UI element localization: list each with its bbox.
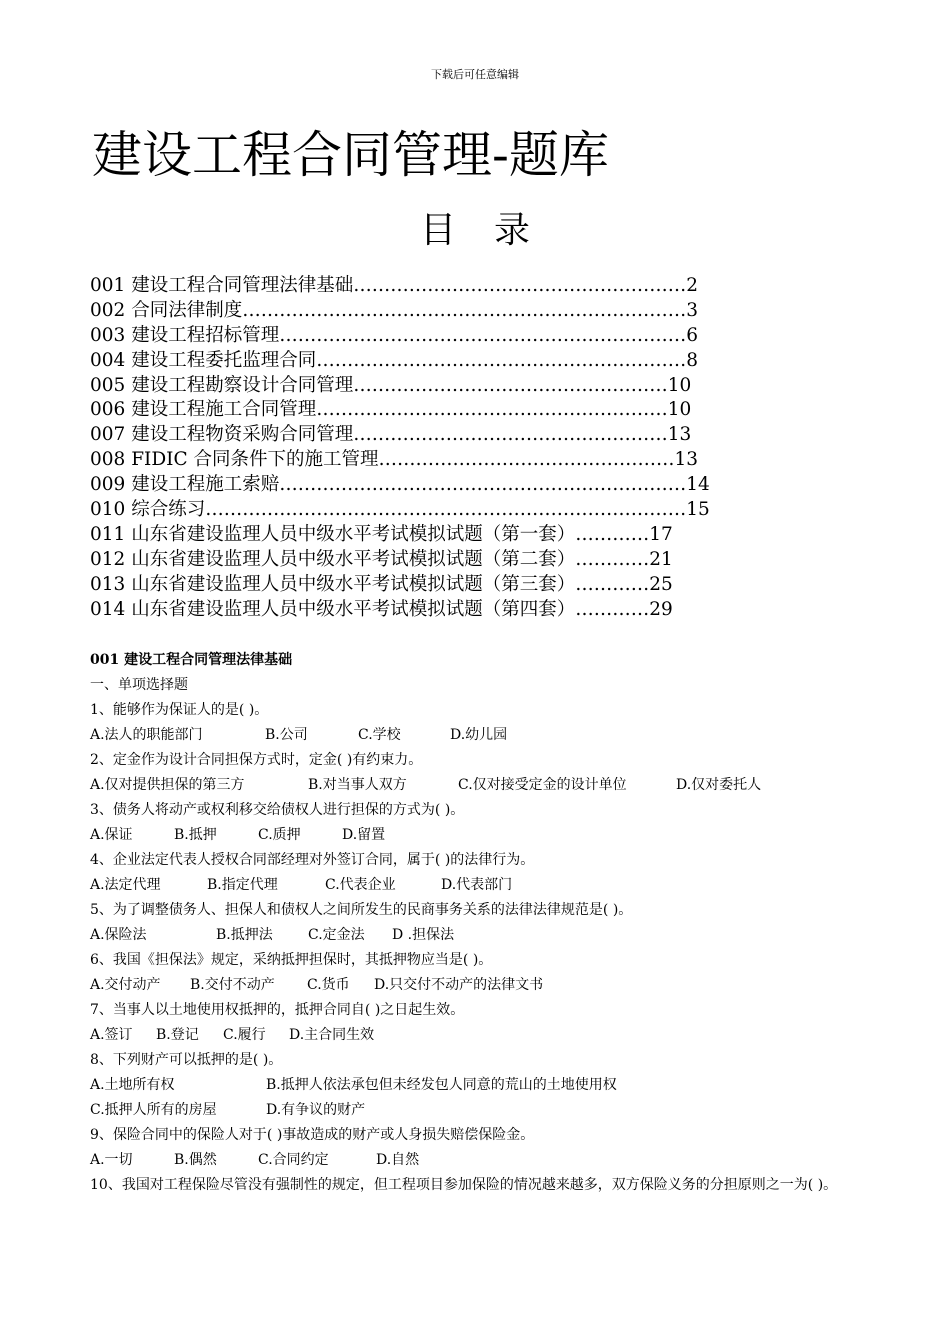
question-text: 3、债务人将动产或权利移交给债权人进行担保的方式为( )。 [90,802,465,818]
option: D.幼儿园 [450,727,508,743]
question-text: 5、为了调整债务人、担保人和债权人之间所发生的民商事务关系的法律法律规范是( )。 [90,902,633,918]
question-text: 7、当事人以土地使用权抵押的，抵押合同自( )之日起生效。 [90,1002,465,1018]
option: A.仅对提供担保的第三方 [90,777,245,793]
option: A.一切 [90,1152,133,1168]
option: B.抵押 [174,827,217,843]
toc-heading: 目录 [420,210,569,251]
document-title: 建设工程合同管理-题库 [92,126,609,184]
page-header-note: 下载后可任意编辑 [431,68,519,81]
toc-item[interactable]: 014 山东省建设监理人员中级水平考试模拟试题（第四套）…………29 [90,598,673,620]
option: B.偶然 [174,1152,217,1168]
question-text: 1、能够作为保证人的是( )。 [90,702,269,718]
option: D.留置 [342,827,386,843]
option: B.交付不动产 [190,977,275,993]
toc-item[interactable]: 006 建设工程施工合同管理…………………………………………………10 [90,399,692,421]
question-options [90,1148,870,1173]
option: B.抵押法 [216,927,273,943]
option: A.签订 [90,1027,133,1043]
section-title: 001 建设工程合同管理法律基础 [90,652,293,668]
question-text: 6、我国《担保法》规定，采纳抵押担保时，其抵押物应当是( )。 [90,952,493,968]
question-options [90,1073,870,1098]
question-options [90,1098,870,1123]
toc-item[interactable]: 004 建设工程委托监理合同……………………………………………………8 [90,349,698,371]
option: A.保证 [90,827,133,843]
option: B.对当事人双方 [308,777,407,793]
toc-item[interactable]: 002 合同法律制度………………………………………………………………3 [90,299,698,321]
option: C.仅对接受定金的设计单位 [458,777,627,793]
toc-item[interactable]: 008 FIDIC 合同条件下的施工管理…………………………………………13 [90,449,699,471]
question-text: 2、定金作为设计合同担保方式时，定金( )有约束力。 [90,752,423,768]
option: D .担保法 [392,927,455,943]
question-options [90,973,870,998]
option: C.履行 [223,1027,266,1043]
option: A.法定代理 [90,877,161,893]
option: C.质押 [258,827,301,843]
question-options [90,923,870,948]
option: C.抵押人所有的房屋 [90,1102,217,1118]
toc-item[interactable]: 011 山东省建设监理人员中级水平考试模拟试题（第一套）…………17 [90,523,673,545]
option: A.交付动产 [90,977,161,993]
option: D.自然 [376,1152,420,1168]
option: A.法人的职能部门 [90,727,203,743]
toc-item[interactable]: 007 建设工程物资采购合同管理……………………………………………13 [90,424,692,446]
question-text: 8、下列财产可以抵押的是( )。 [90,1052,283,1068]
option: C.学校 [358,727,401,743]
option: D.主合同生效 [289,1027,375,1043]
question-options [90,773,870,798]
table-of-contents [90,274,770,622]
toc-item[interactable]: 009 建设工程施工索赔…………………………………………………………14 [90,474,710,496]
toc-item[interactable]: 012 山东省建设监理人员中级水平考试模拟试题（第二套）…………21 [90,548,673,570]
question-text: 4、企业法定代表人授权合同部经理对外签订合同，属于( )的法律行为。 [90,852,535,868]
section-subtitle: 一、单项选择题 [90,677,188,693]
toc-item[interactable]: 005 建设工程勘察设计合同管理……………………………………………10 [90,374,692,396]
question-section [90,648,870,1198]
option: B.指定代理 [207,877,278,893]
option: D.有争议的财产 [266,1102,366,1118]
toc-item[interactable]: 003 建设工程招标管理…………………………………………………………6 [90,324,698,346]
question-options [90,823,870,848]
option: A.保险法 [90,927,147,943]
option: C.定金法 [308,927,365,943]
option: C.合同约定 [258,1152,329,1168]
toc-item[interactable]: 001 建设工程合同管理法律基础………………………………………………2 [90,275,698,296]
option: D.代表部门 [441,877,513,893]
toc-item[interactable]: 010 综合练习……………………………………………………………………15 [90,499,710,521]
option: D.只交付不动产的法律文书 [374,977,544,993]
question-options [90,723,870,748]
option: B.公司 [265,727,308,743]
question-text: 9、保险合同中的保险人对于( )事故造成的财产或人身损失赔偿保险金。 [90,1127,535,1143]
toc-item[interactable]: 013 山东省建设监理人员中级水平考试模拟试题（第三套）…………25 [90,573,673,595]
question-options [90,873,870,898]
question-options [90,1023,870,1048]
option: B.抵押人依法承包但未经发包人同意的荒山的土地使用权 [266,1077,617,1093]
option: A.土地所有权 [90,1077,175,1093]
option: C.代表企业 [325,877,396,893]
option: D.仅对委托人 [676,777,762,793]
option: C.货币 [307,977,350,993]
option: B.登记 [156,1027,199,1043]
question-text: 10、我国对工程保险尽管没有强制性的规定，但工程项目参加保险的情况越来越多，双方保险义务的分担原则之一为( )。 [90,1177,838,1193]
